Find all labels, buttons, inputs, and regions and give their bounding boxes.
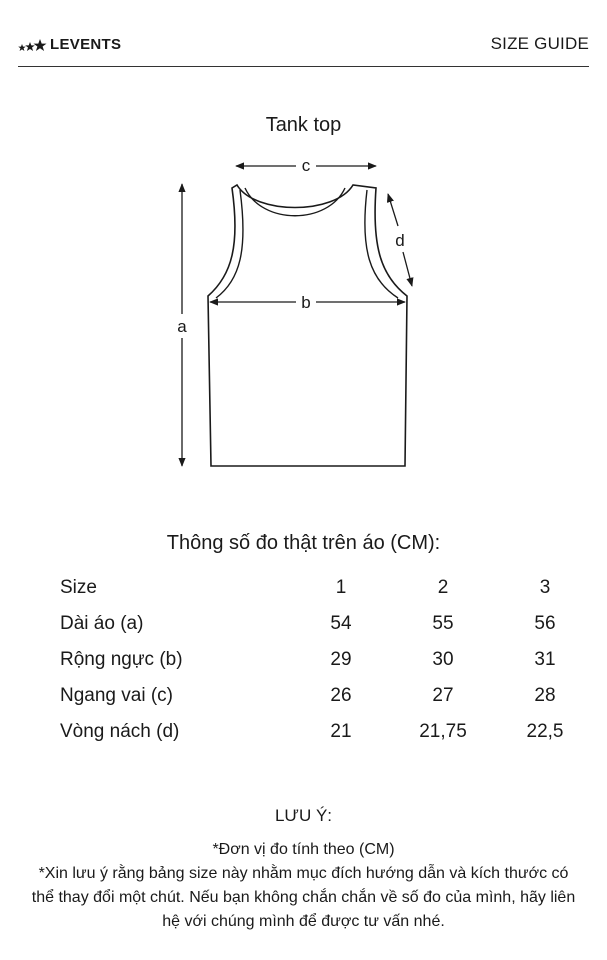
cell: 31	[534, 649, 556, 670]
label-a: a	[177, 317, 187, 336]
label-c: c	[301, 156, 311, 175]
note-unit: *Đơn vị đo tính theo (CM)	[212, 841, 395, 858]
size-col-1: 1	[335, 577, 347, 598]
cell: 56	[534, 613, 556, 634]
tank-top-outline	[208, 185, 407, 466]
page-header	[18, 32, 589, 60]
cell: 27	[432, 685, 454, 706]
cell: 21,75	[419, 721, 467, 742]
cell: 22,5	[526, 721, 564, 742]
cell: 28	[534, 685, 556, 706]
table-row	[60, 714, 596, 750]
cell: 54	[330, 613, 352, 634]
cell: 29	[330, 649, 352, 670]
header-divider	[18, 66, 589, 67]
note-title: LƯU Ý:	[274, 806, 333, 825]
row-label: Vòng nách (d)	[60, 721, 180, 742]
cell: 30	[432, 649, 454, 670]
page-title: SIZE GUIDE	[490, 34, 589, 53]
table-header-row	[60, 570, 596, 606]
specs-title: Thông số đo thật trên áo (CM):	[166, 532, 441, 554]
product-title: Tank top	[265, 114, 342, 136]
size-col-2: 2	[437, 577, 449, 598]
size-col-3: 3	[539, 577, 551, 598]
table-row	[60, 678, 596, 714]
three-stars-icon	[18, 38, 48, 52]
note-disclaimer: *Xin lưu ý rằng bảng size này nhằm mục đích hướng dẫn và kích thước có thể thay đổi một chút. Nếu bạn không chắn chắn về số đo của mình, hãy liên hệ với chúng mình để được tư vấn nhé.	[31, 865, 576, 930]
cell: 55	[432, 613, 454, 634]
label-d: d	[395, 231, 405, 250]
label-b: b	[301, 293, 311, 312]
cell: 21	[330, 721, 352, 742]
table-row	[60, 606, 596, 642]
brand-logo	[18, 36, 121, 53]
row-label: Ngang vai (c)	[60, 685, 173, 706]
row-label: Dài áo (a)	[60, 613, 144, 634]
brand-name: LEVENTS	[50, 36, 122, 53]
row-label: Rộng ngực (b)	[60, 649, 183, 670]
size-header-label: Size	[60, 577, 97, 598]
table-row	[60, 642, 596, 678]
cell: 26	[330, 685, 352, 706]
size-table	[60, 570, 596, 750]
tank-top-diagram	[160, 150, 430, 480]
